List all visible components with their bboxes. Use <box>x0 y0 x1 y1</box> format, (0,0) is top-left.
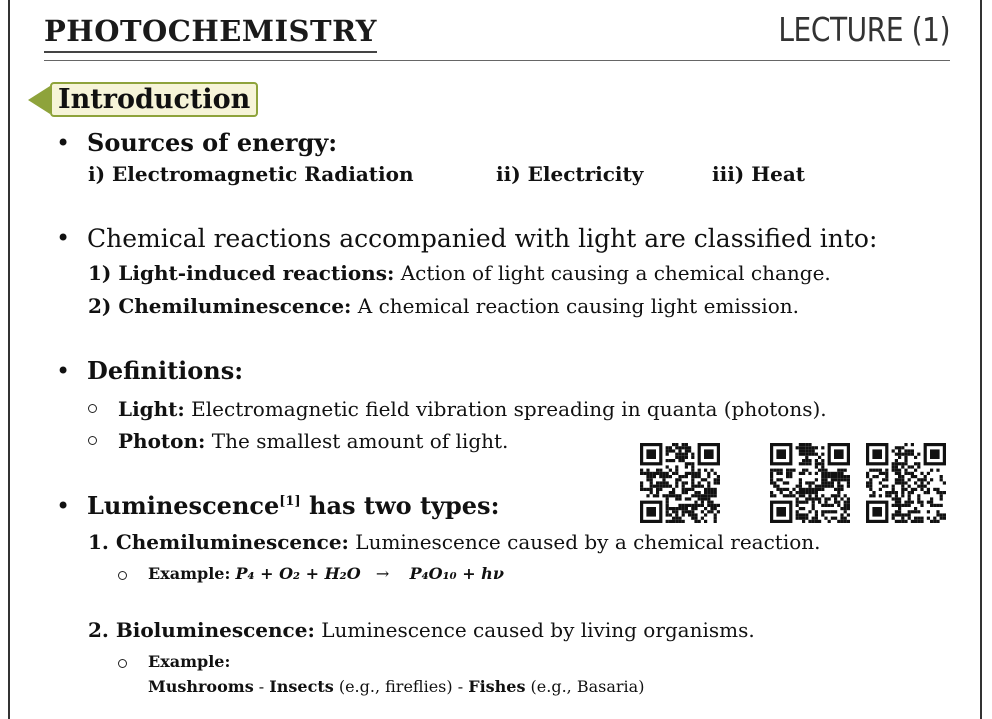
example-2-organisms <box>148 677 644 696</box>
definition-photon-label: Photon: <box>118 429 206 453</box>
qr-code-icon[interactable] <box>866 443 946 523</box>
definition-light-label: Light: <box>118 397 185 421</box>
type-2-text: Luminescence caused by living organisms. <box>314 618 755 642</box>
luminescence-type-1 <box>88 530 821 554</box>
qr-code-icon[interactable] <box>770 443 850 523</box>
source-item-1: i) Electromagnetic Radiation <box>88 162 414 186</box>
equation-reactants: P₄ + O₂ + H₂O <box>235 564 361 583</box>
definitions-heading: Definitions: <box>87 356 244 385</box>
reaction-item-1-text: Action of light causing a chemical change. <box>394 261 831 285</box>
source-item-3: iii) Heat <box>712 162 806 186</box>
header-rule <box>44 60 950 61</box>
separator-1: - <box>253 677 270 696</box>
equation-arrow: → <box>375 564 390 583</box>
equation-products: P₄O₁₀ + hν <box>409 564 504 583</box>
reaction-item-2-text: A chemical reaction causing light emission. <box>351 294 799 318</box>
qr-code-icon[interactable] <box>640 443 720 523</box>
definition-photon-line <box>118 429 508 453</box>
example-1-line <box>148 564 504 583</box>
qr-code-3 <box>866 443 946 523</box>
section-arrow-icon <box>28 86 50 114</box>
example-1-label: Example: <box>148 564 231 583</box>
definition-light-line <box>118 397 827 421</box>
reaction-item-1-label: 1) Light-induced reactions: <box>88 261 395 285</box>
organism-insects: Insects <box>269 677 334 696</box>
qr-code-1 <box>640 443 720 523</box>
insects-example: (e.g., fireflies) <box>333 677 453 696</box>
reaction-item-1 <box>88 261 831 285</box>
reference-marker: [1] <box>279 494 301 509</box>
luminescence-heading <box>87 491 500 520</box>
source-item-2: ii) Electricity <box>496 162 644 186</box>
type-1-text: Luminescence caused by a chemical reaction. <box>348 530 821 554</box>
definition-photon-text: The smallest amount of light. <box>205 429 509 453</box>
type-1-label: 1. Chemiluminescence: <box>88 530 349 554</box>
section-title: Introduction <box>50 82 258 117</box>
organism-mushrooms: Mushrooms <box>148 677 254 696</box>
organism-fishes: Fishes <box>468 677 526 696</box>
luminescence-heading-a: Luminescence <box>87 491 280 520</box>
luminescence-heading-b: has two types: <box>300 491 500 520</box>
luminescence-type-2 <box>88 618 755 642</box>
qr-code-2 <box>770 443 850 523</box>
sources-heading: Sources of energy: <box>87 128 338 157</box>
example-2-label: Example: <box>148 652 231 671</box>
type-2-label: 2. Bioluminescence: <box>88 618 315 642</box>
course-title: PHOTOCHEMISTRY <box>44 14 377 53</box>
reaction-item-2 <box>88 294 799 318</box>
reaction-item-2-label: 2) Chemiluminescence: <box>88 294 352 318</box>
definition-light-text: Electromagnetic field vibration spreading in quanta (photons). <box>184 397 827 421</box>
lecture-number: LECTURE (1) <box>778 10 950 49</box>
separator-2: - <box>452 677 469 696</box>
reactions-intro: Chemical reactions accompanied with light are classified into: <box>87 224 878 253</box>
fishes-example: (e.g., Basaria) <box>525 677 645 696</box>
